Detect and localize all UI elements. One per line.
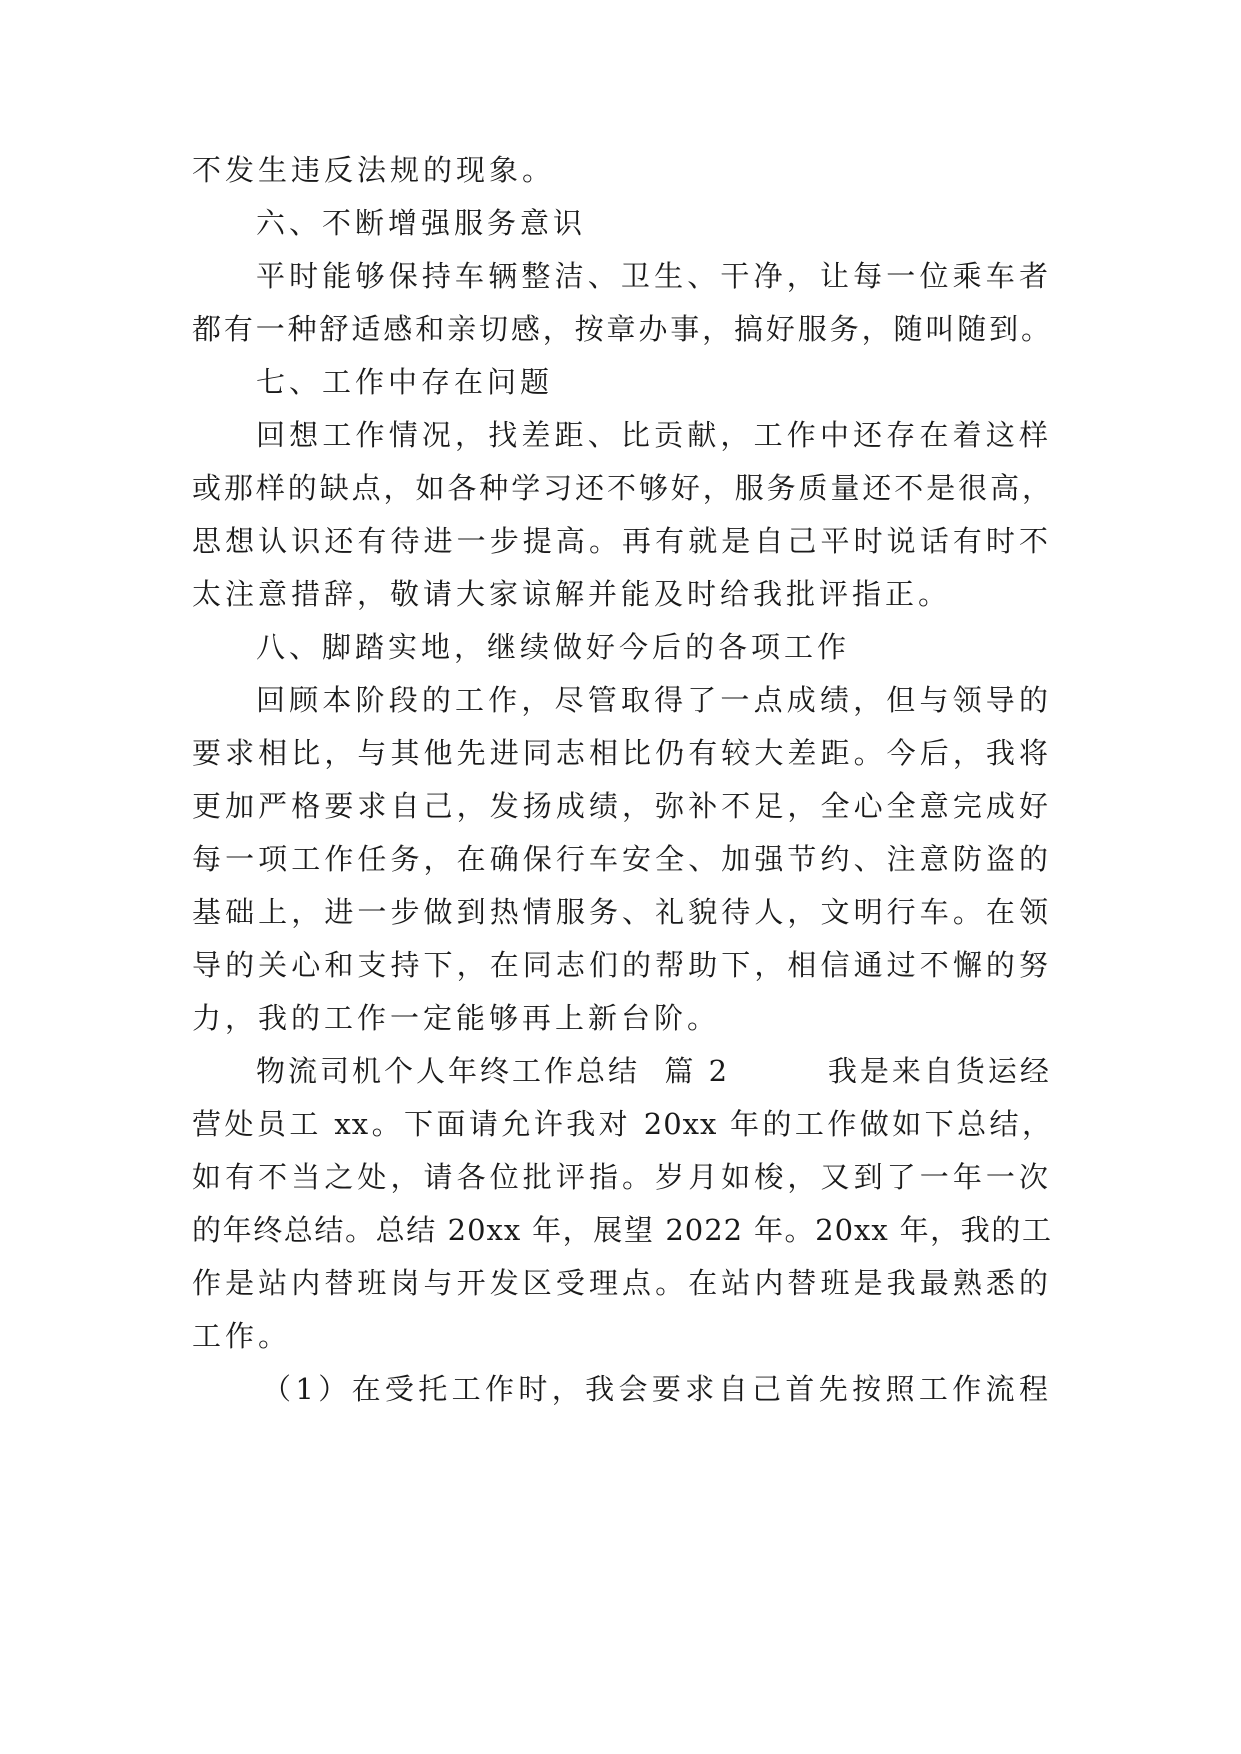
text-line: 力，我的工作一定能够再上新台阶。 xyxy=(192,1001,721,1035)
text-line: 或那样的缺点，如各种学习还不够好，服务质量还不是很高， xyxy=(192,471,1052,505)
text-line: 的年终总结。总结 20xx 年，展望 2022 年。20xx 年，我的工 xyxy=(192,1213,1052,1247)
section-heading: 六、不断增强服务意识 xyxy=(256,206,587,240)
text-line: 回想工作情况，找差距、比贡献，工作中还存在着这样 xyxy=(256,418,1052,452)
text-line: 工作。 xyxy=(192,1319,292,1353)
text-line: 如有不当之处，请各位批评指。岁月如梭，又到了一年一次 xyxy=(192,1160,1052,1194)
text-line: 要求相比，与其他先进同志相比仍有较大差距。今后，我将 xyxy=(192,736,1052,770)
text-line: 导的关心和支持下，在同志们的帮助下，相信通过不懈的努 xyxy=(192,948,1052,982)
text-line: 思想认识还有待进一步提高。再有就是自己平时说话有时不 xyxy=(192,524,1052,558)
text-line: 更加严格要求自己，发扬成绩，弥补不足，全心全意完成好 xyxy=(192,789,1052,823)
text-line: 营处员工 xx。下面请允许我对 20xx 年的工作做如下总结， xyxy=(192,1107,1052,1141)
text-line: 都有一种舒适感和亲切感，按章办事，搞好服务，随叫随到。 xyxy=(192,312,1052,346)
text-line: 平时能够保持车辆整洁、卫生、干净，让每一位乘车者 xyxy=(256,259,1052,293)
text-line: 不发生违反法规的现象。 xyxy=(192,153,556,187)
text-line: 回顾本阶段的工作，尽管取得了一点成绩，但与领导的 xyxy=(256,683,1052,717)
text-line: 作是站内替班岗与开发区受理点。在站内替班是我最熟悉的 xyxy=(192,1266,1052,1300)
text-line: 基础上，进一步做到热情服务、礼貌待人，文明行车。在领 xyxy=(192,895,1052,929)
article-heading-line: 物流司机个人年终工作总结 篇 2 我是来自货运经 xyxy=(256,1054,1052,1088)
text-line: 太注意措辞，敬请大家谅解并能及时给我批评指正。 xyxy=(192,577,952,611)
section-heading: 七、工作中存在问题 xyxy=(256,365,554,399)
text-line: 每一项工作任务，在确保行车安全、加强节约、注意防盗的 xyxy=(192,842,1052,876)
text-line: （1）在受托工作时，我会要求自己首先按照工作流程 xyxy=(262,1372,1052,1406)
section-heading: 八、脚踏实地，继续做好今后的各项工作 xyxy=(256,630,851,664)
